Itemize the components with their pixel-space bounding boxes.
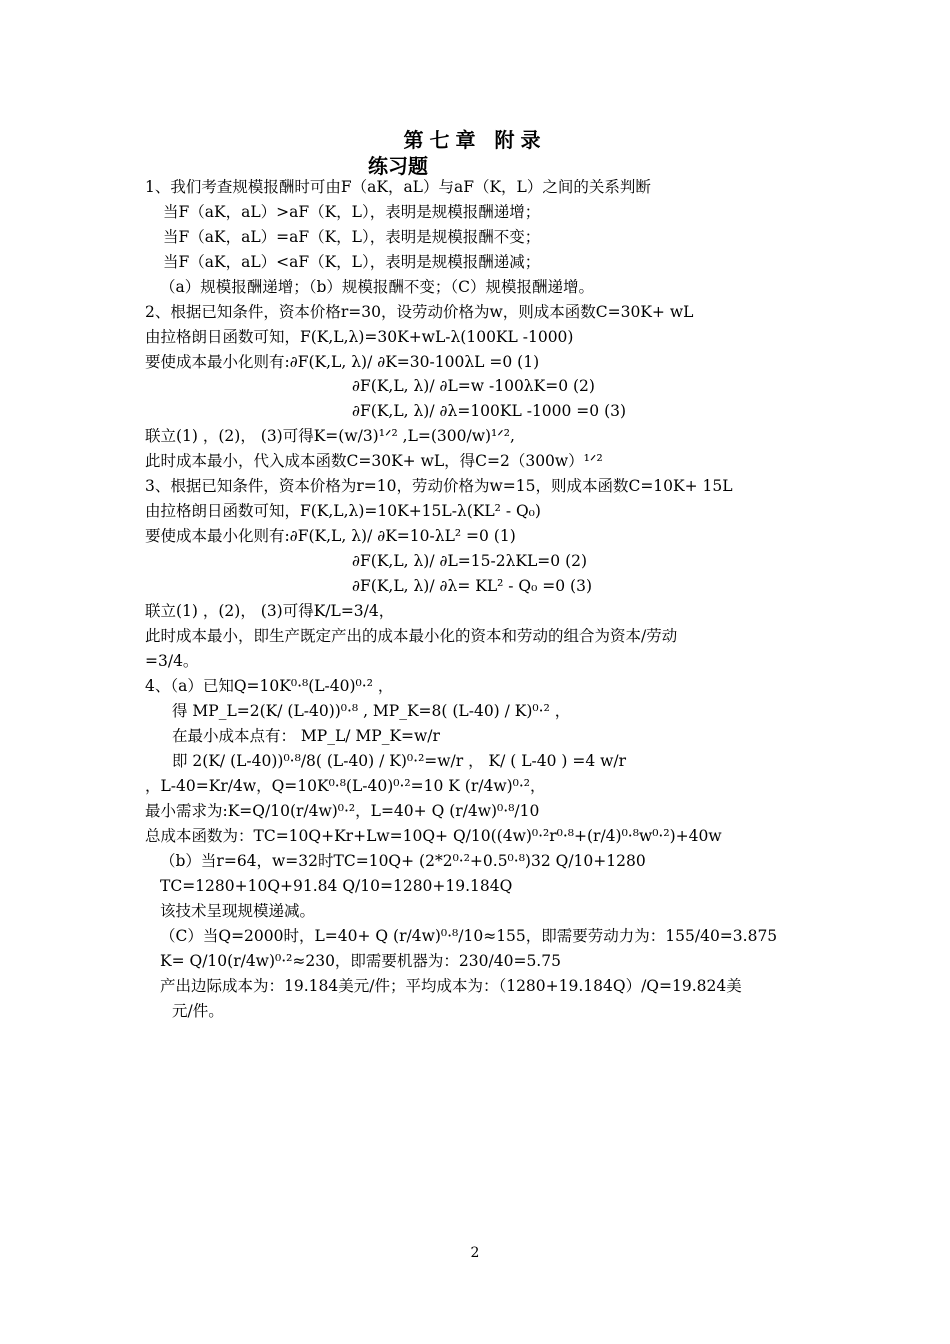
text-line: 此时成本最小，即生产既定产出的成本最小化的资本和劳动的组合为资本/劳动 — [145, 627, 678, 645]
text-line: 此时成本最小，代入成本函数C=30K+ wL，得C=2（300w）¹ᐟ² — [145, 452, 603, 470]
text-line: ∂F(K,L, λ)/ ∂L=15-2λKL=0 (2) — [352, 552, 588, 570]
text-line: 由拉格朗日函数可知，F(K,L,λ)=30K+wL-λ(100KL -1000) — [145, 328, 574, 346]
text-line: 元/件。 — [172, 1002, 224, 1020]
page-number: 2 — [470, 1245, 480, 1261]
text-line: 3、根据已知条件，资本价格为r=10，劳动价格为w=15，则成本函数C=10K+ 15L — [145, 477, 733, 495]
text-line: 由拉格朗日函数可知，F(K,L,λ)=10K+15L-λ(KL² - Q₀) — [145, 502, 541, 520]
text-line: （b）当r=64，w=32时TC=10Q+ (2*2⁰·²+0.5⁰·⁸)32 Q/10+1280 — [160, 852, 646, 870]
chapter-title: 第七章 附录 — [403, 128, 547, 152]
text-line: 联立(1) ，(2)， (3)可得K=(w/3)¹ᐟ² ,L=(300/w)¹ᐟ², — [145, 427, 515, 445]
text-line: ∂F(K,L, λ)/ ∂λ=100KL -1000 =0 (3) — [352, 402, 627, 420]
text-line: （a）规模报酬递增；（b）规模报酬不变；（C）规模报酬递增。 — [160, 278, 595, 296]
text-line: 联立(1) ，(2)， (3)可得K/L=3/4， — [145, 602, 395, 620]
text-line: ，L-40=Kr/4w，Q=10K⁰·⁸(L-40)⁰·²=10 K (r/4w)⁰·²， — [145, 777, 546, 795]
text-line: （C）当Q=2000时，L=40+ Q (r/4w)⁰·⁸/10≈155，即需要劳动力为：155/40=3.875 — [160, 927, 778, 945]
text-line: 1、我们考查规模报酬时可由F（aK，aL）与aF（K，L）之间的关系判断 — [145, 178, 651, 196]
section-title: 练习题 — [368, 154, 428, 178]
text-line: ∂F(K,L, λ)/ ∂λ= KL² - Q₀ =0 (3) — [352, 577, 593, 595]
text-line: 当F（aK，aL）>aF（K，L），表明是规模报酬递增； — [163, 203, 541, 221]
text-line: 当F（aK，aL）<aF（K，L），表明是规模报酬递减； — [163, 253, 541, 271]
text-line: 要使成本最小化则有:∂F(K,L, λ)/ ∂K=30-100λL =0 (1) — [145, 353, 540, 371]
text-line: 2、根据已知条件，资本价格r=30，设劳动价格为w，则成本函数C=30K+ wL — [145, 303, 694, 321]
text-line: TC=1280+10Q+91.84 Q/10=1280+19.184Q — [160, 877, 513, 895]
text-line: 最小需求为:K=Q/10(r/4w)⁰·²，L=40+ Q (r/4w)⁰·⁸/10 — [145, 802, 540, 820]
text-line: 得 MP_L=2(K/ (L-40))⁰·⁸ , MP_K=8( (L-40) / K)⁰·² ， — [172, 702, 571, 720]
text-line: 即 2(K/ (L-40))⁰·⁸/8( (L-40) / K)⁰·²=w/r ， K/ ( L-40 ) =4 w/r — [172, 752, 627, 770]
text-line: 在最小成本点有： MP_L/ MP_K=w/r — [172, 727, 440, 745]
text-line: 总成本函数为：TC=10Q+Kr+Lw=10Q+ Q/10((4w)⁰·²r⁰·⁸+(r/4)⁰·⁸w⁰·²)+40w — [145, 827, 722, 845]
text-line: 要使成本最小化则有:∂F(K,L, λ)/ ∂K=10-λL² =0 (1) — [145, 527, 516, 545]
text-line: ∂F(K,L, λ)/ ∂L=w -100λK=0 (2) — [352, 377, 595, 395]
text-line: 产出边际成本为：19.184美元/件；平均成本为：（1280+19.184Q）/Q=19.824美 — [160, 977, 742, 995]
text-line: K= Q/10(r/4w)⁰·²≈230，即需要机器为：230/40=5.75 — [160, 952, 561, 970]
text-line: =3/4。 — [145, 652, 199, 670]
text-line: 该技术呈现规模递减。 — [160, 902, 316, 920]
text-line: 当F（aK，aL）=aF（K，L），表明是规模报酬不变； — [163, 228, 541, 246]
text-line: 4、（a）已知Q=10K⁰·⁸(L-40)⁰·² ， — [145, 677, 394, 695]
